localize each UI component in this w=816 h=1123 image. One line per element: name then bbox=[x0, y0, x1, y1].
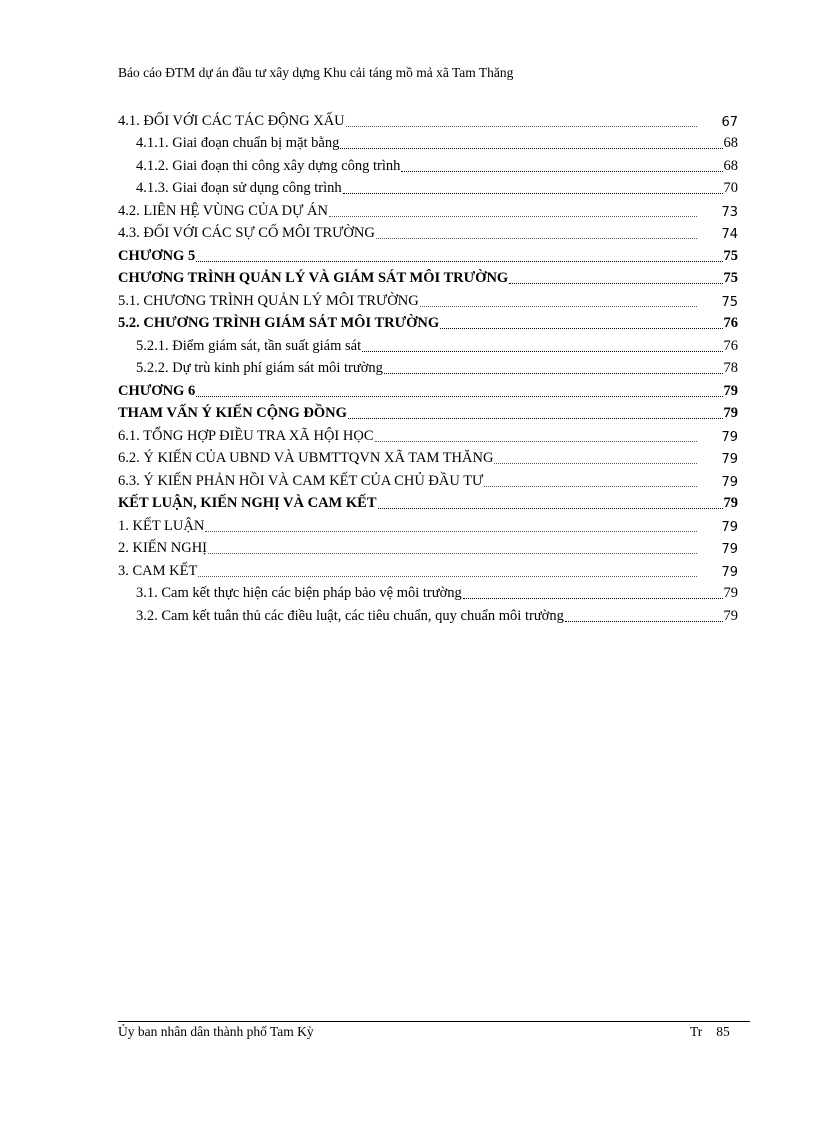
table-of-contents bbox=[118, 107, 738, 625]
toc-entry-page: 68 bbox=[723, 157, 738, 174]
toc-dot-leader bbox=[378, 492, 723, 509]
toc-entry-label: 5.2.2. Dự trù kinh phí giám sát môi trường bbox=[136, 360, 383, 376]
toc-entry-page: 79 bbox=[723, 585, 738, 601]
toc-dot-leader bbox=[376, 222, 697, 239]
toc-dot-leader bbox=[196, 380, 722, 397]
toc-entry-label: 3.1. Cam kết thực hiện các biện pháp bảo vệ môi trường bbox=[136, 585, 462, 601]
toc-entry-label: 1. KẾT LUẬN bbox=[118, 517, 205, 534]
toc-dot-leader bbox=[348, 402, 723, 419]
toc-entry-label: 4.3. ĐỐI VỚI CÁC SỰ CỐ MÔI TRƯỜNG bbox=[118, 225, 375, 241]
toc-entry-page: 68 bbox=[723, 135, 738, 151]
toc-entry-label: CHƯƠNG TRÌNH QUẢN LÝ VÀ GIÁM SÁT MÔI TRƯỜNG bbox=[118, 270, 509, 286]
toc-entry-label: 5.2.1. Điểm giám sát, tần suất giám sát bbox=[136, 337, 362, 354]
toc-dot-leader bbox=[343, 177, 723, 194]
toc-entry-page: 79 bbox=[721, 564, 738, 580]
toc-entry[interactable] bbox=[118, 310, 738, 333]
page-prefix: Tr bbox=[690, 1024, 703, 1039]
toc-entry-label: 5.2. CHƯƠNG TRÌNH GIÁM SÁT MÔI TRƯỜNG bbox=[118, 315, 440, 331]
toc-entry[interactable] bbox=[118, 130, 738, 153]
toc-entry-page: 79 bbox=[723, 607, 738, 624]
toc-entry[interactable] bbox=[118, 467, 738, 490]
toc-entry-page: 76 bbox=[723, 337, 738, 354]
toc-entry[interactable] bbox=[118, 377, 738, 400]
toc-entry-page: 79 bbox=[721, 542, 738, 557]
toc-entry[interactable] bbox=[118, 265, 738, 288]
toc-entry[interactable] bbox=[118, 175, 738, 198]
toc-entry-page: 75 bbox=[721, 294, 738, 310]
toc-entry[interactable] bbox=[118, 400, 738, 423]
toc-entry-page: 73 bbox=[721, 204, 738, 220]
toc-entry-label: 6.2. Ý KIẾN CỦA UBND VÀ UBMTTQVN XÃ TAM THĂNG bbox=[118, 450, 494, 466]
toc-dot-leader bbox=[494, 447, 697, 464]
toc-entry-page: 79 bbox=[721, 429, 738, 445]
toc-entry-label: 6.1. TỔNG HỢP ĐIỀU TRA XÃ HỘI HỌC bbox=[118, 427, 374, 444]
toc-entry-label: 4.1.3. Giai đoạn sử dụng công trình bbox=[136, 180, 342, 196]
footer-page-number bbox=[690, 1024, 730, 1040]
toc-entry-label: 3. CAM KẾT bbox=[118, 562, 198, 579]
toc-entry-page: 79 bbox=[721, 474, 738, 490]
toc-entry[interactable] bbox=[118, 197, 738, 220]
toc-entry-page: 79 bbox=[723, 495, 738, 511]
toc-entry[interactable] bbox=[118, 602, 738, 625]
toc-entry[interactable] bbox=[118, 535, 738, 558]
toc-entry-label: CHƯƠNG 5 bbox=[118, 247, 196, 264]
toc-dot-leader bbox=[565, 605, 723, 622]
toc-dot-leader bbox=[329, 200, 697, 217]
toc-dot-leader bbox=[375, 425, 698, 442]
toc-entry[interactable] bbox=[118, 580, 738, 603]
toc-dot-leader bbox=[463, 582, 723, 599]
toc-entry-page: 67 bbox=[721, 114, 738, 130]
page-number: 85 bbox=[716, 1024, 730, 1039]
toc-dot-leader bbox=[205, 515, 697, 532]
toc-entry-label: 4.1. ĐỐI VỚI CÁC TÁC ĐỘNG XẤU bbox=[118, 112, 345, 129]
toc-entry[interactable] bbox=[118, 490, 738, 513]
toc-entry[interactable] bbox=[118, 332, 738, 355]
toc-entry-label: 4.2. LIÊN HỆ VÙNG CỦA DỰ ÁN bbox=[118, 202, 328, 219]
toc-dot-leader bbox=[484, 470, 697, 487]
toc-dot-leader bbox=[440, 312, 722, 329]
toc-entry[interactable] bbox=[118, 422, 738, 445]
toc-entry-page: 75 bbox=[723, 270, 738, 286]
toc-dot-leader bbox=[198, 560, 697, 577]
toc-entry-label: 6.3. Ý KIẾN PHẢN HỒI VÀ CAM KẾT CỦA CHỦ ĐẦU TƯ bbox=[118, 472, 484, 489]
toc-entry-label: 4.1.1. Giai đoạn chuẩn bị mặt bằng bbox=[136, 135, 340, 151]
page-header: Báo cáo ĐTM dự án đầu tư xây dựng Khu cải táng mồ mả xã Tam Thăng bbox=[118, 65, 514, 80]
toc-entry-label: 3.2. Cam kết tuân thủ các điều luật, các tiêu chuẩn, quy chuẩn môi trường bbox=[136, 607, 564, 624]
toc-dot-leader bbox=[346, 110, 697, 127]
toc-dot-leader bbox=[509, 267, 722, 284]
toc-entry-label: CHƯƠNG 6 bbox=[118, 382, 196, 399]
toc-entry[interactable] bbox=[118, 445, 738, 468]
toc-entry[interactable] bbox=[118, 557, 738, 580]
toc-entry-page: 79 bbox=[723, 382, 738, 399]
toc-entry-page: 78 bbox=[723, 360, 738, 376]
toc-entry-page: 75 bbox=[723, 247, 738, 264]
footer-divider bbox=[118, 1021, 750, 1022]
toc-entry[interactable] bbox=[118, 107, 738, 130]
toc-entry[interactable] bbox=[118, 512, 738, 535]
toc-entry[interactable] bbox=[118, 242, 738, 265]
footer-organization: Ủy ban nhân dân thành phố Tam Kỳ bbox=[118, 1024, 314, 1039]
toc-entry-label: KẾT LUẬN, KIẾN NGHỊ VÀ CAM KẾT bbox=[118, 495, 377, 511]
toc-entry-page: 74 bbox=[721, 227, 738, 242]
toc-entry-page: 79 bbox=[723, 405, 738, 421]
toc-entry[interactable] bbox=[118, 287, 738, 310]
toc-dot-leader bbox=[384, 357, 723, 374]
toc-entry[interactable] bbox=[118, 355, 738, 378]
toc-entry-page: 79 bbox=[721, 519, 738, 535]
toc-dot-leader bbox=[401, 155, 722, 172]
toc-dot-leader bbox=[420, 290, 697, 307]
toc-entry-label: 4.1.2. Giai đoạn thi công xây dựng công trình bbox=[136, 157, 401, 174]
toc-dot-leader bbox=[196, 245, 722, 262]
toc-entry-label: THAM VẤN Ý KIẾN CỘNG ĐỒNG bbox=[118, 405, 347, 421]
toc-entry-page: 76 bbox=[723, 315, 738, 331]
toc-dot-leader bbox=[208, 537, 697, 554]
toc-entry-page: 70 bbox=[723, 180, 738, 196]
toc-dot-leader bbox=[362, 335, 722, 352]
toc-dot-leader bbox=[340, 132, 722, 149]
toc-entry[interactable] bbox=[118, 152, 738, 175]
toc-entry-label: 5.1. CHƯƠNG TRÌNH QUẢN LÝ MÔI TRƯỜNG bbox=[118, 292, 419, 309]
toc-entry-label: 2. KIẾN NGHỊ bbox=[118, 540, 207, 556]
toc-entry-page: 79 bbox=[721, 452, 738, 467]
toc-entry[interactable] bbox=[118, 220, 738, 243]
